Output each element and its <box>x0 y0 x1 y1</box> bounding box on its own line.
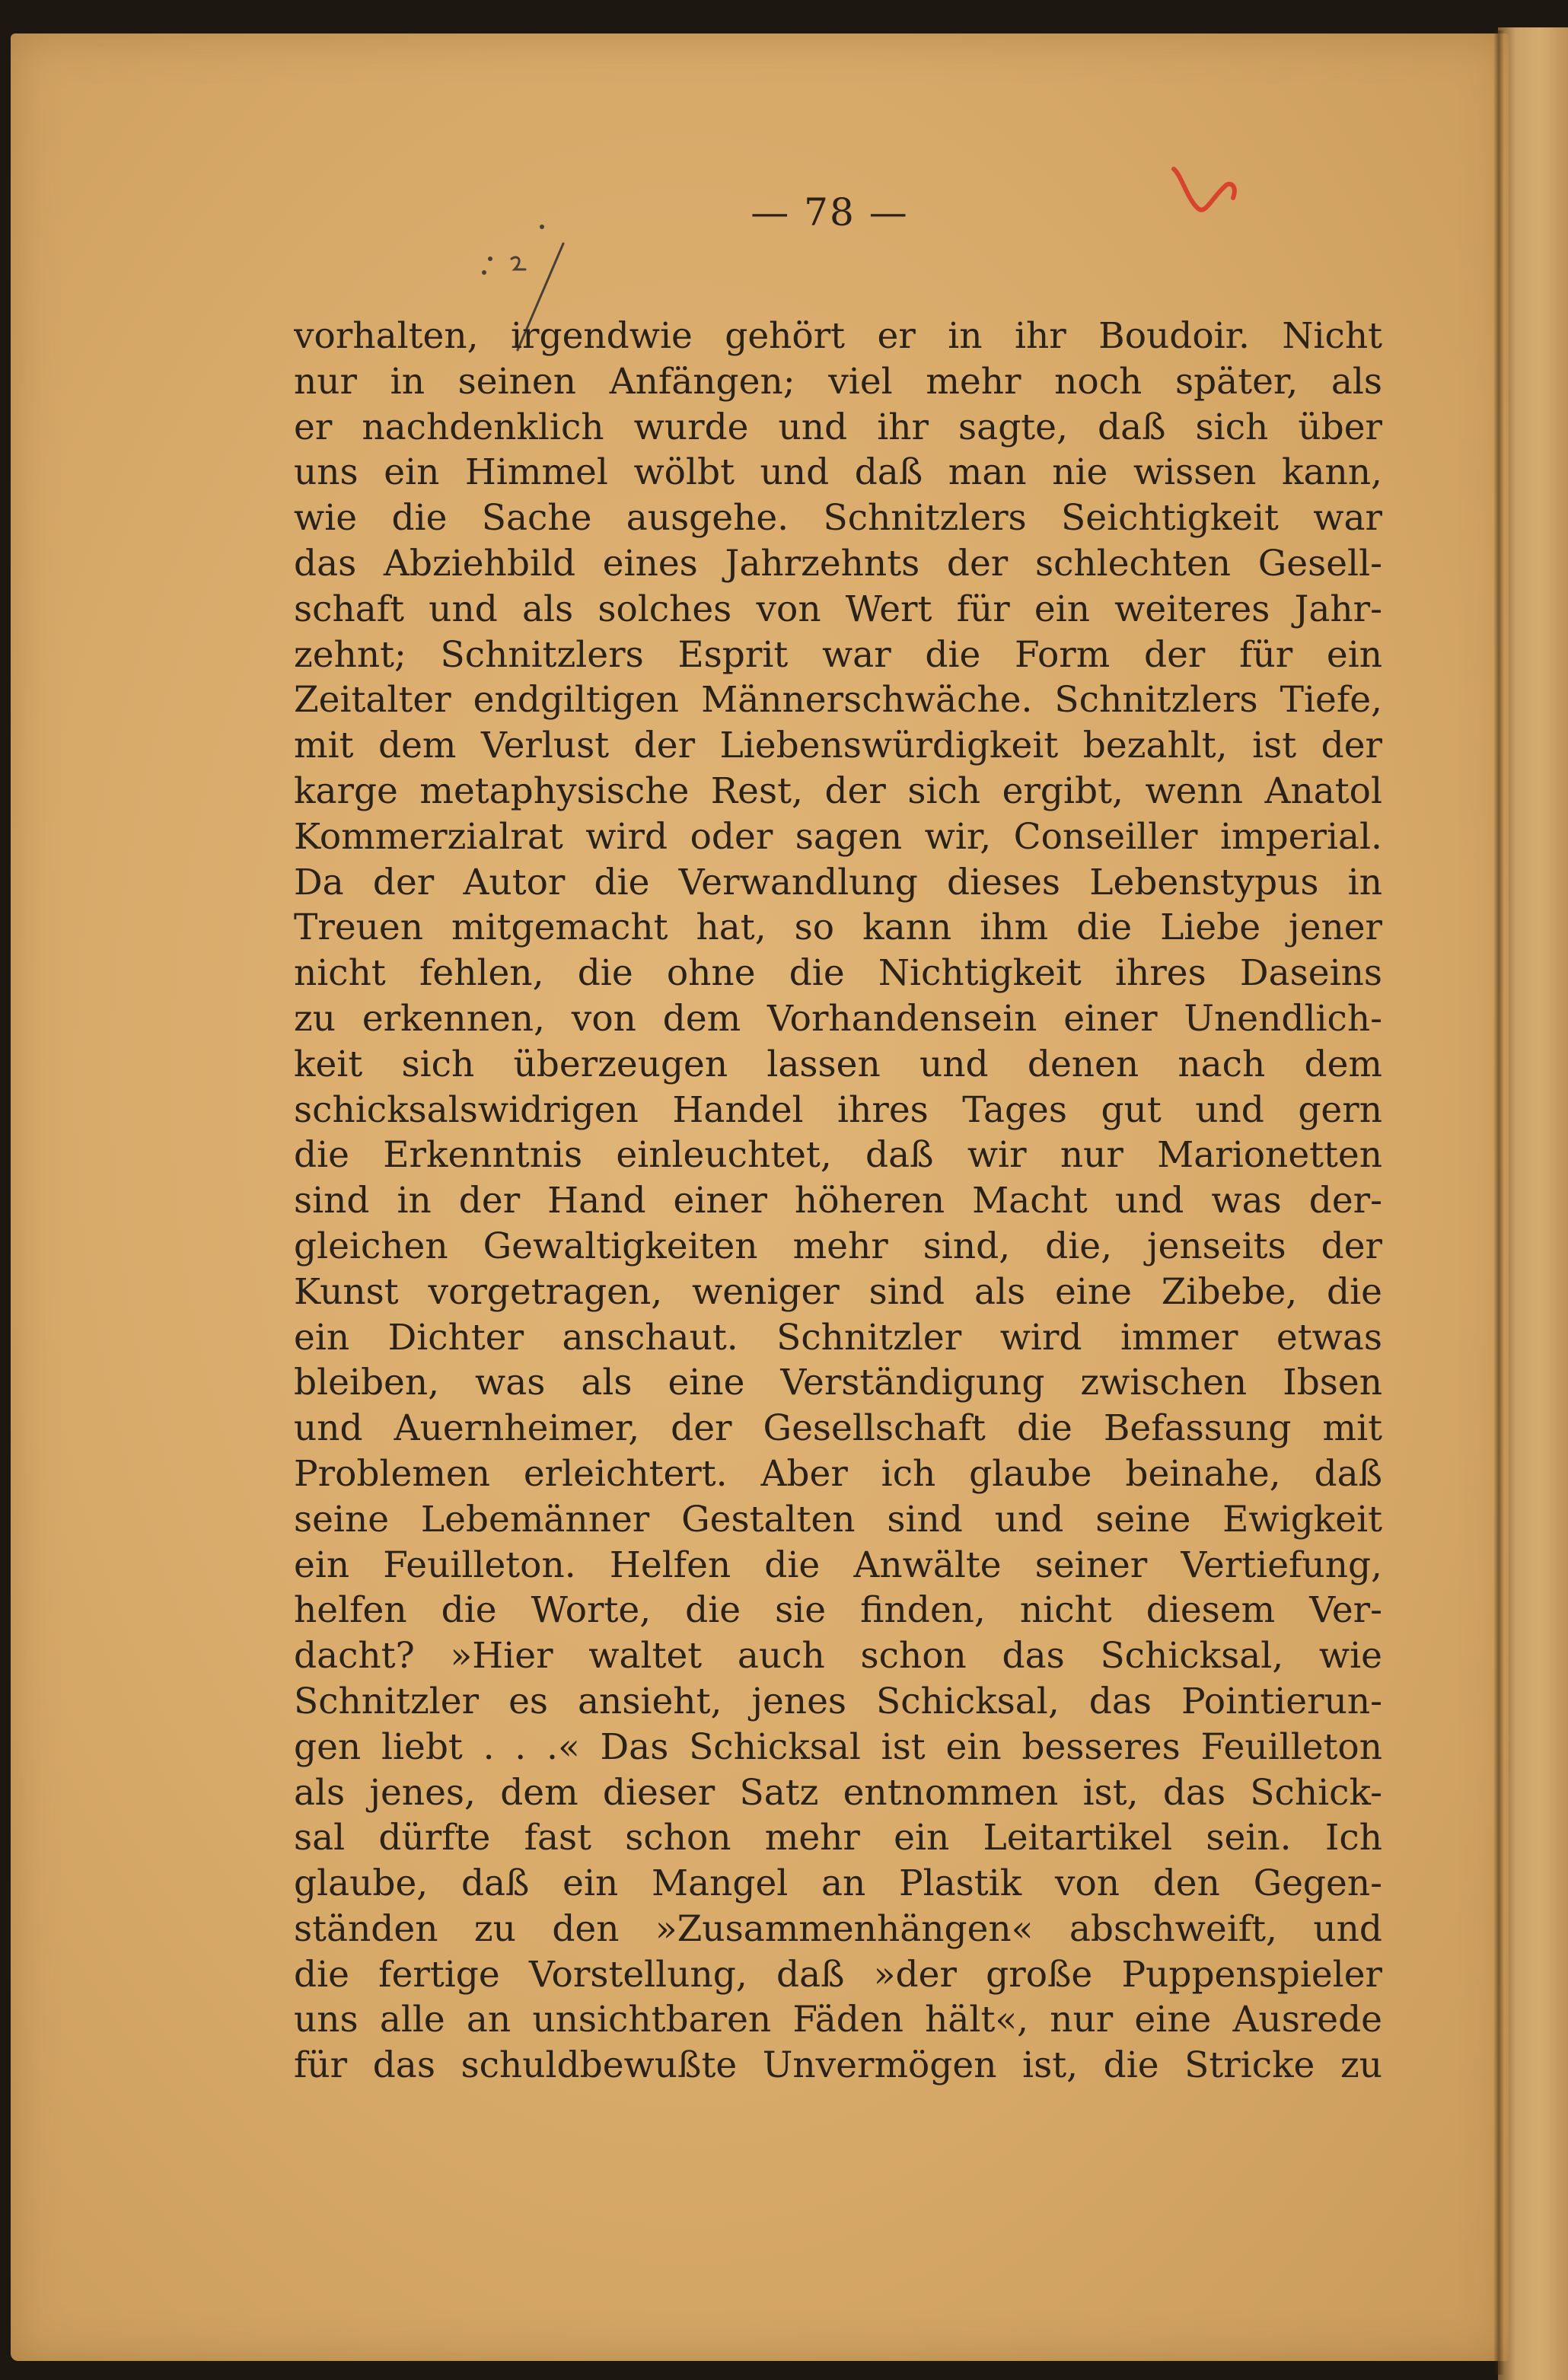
text-line: die Erkenntnis einleuchtet, daß wir nur Marionetten <box>294 1134 1382 1177</box>
text-line: gen liebt . . .« Das Schicksal ist ein besseres Feuilleton <box>294 1725 1382 1768</box>
red-pencil-mark <box>1165 152 1256 228</box>
text-line: und Auernheimer, der Gesellschaft die Befassung mit <box>294 1407 1382 1450</box>
text-line: Kommerzialrat wird oder sagen wir, Conseiller imperial. <box>294 815 1382 858</box>
text-line: ein Dichter anschaut. Schnitzler wird immer etwas <box>294 1316 1382 1359</box>
text-line: Problemen erleichtert. Aber ich glaube beinahe, daß <box>294 1452 1382 1495</box>
text-line: zu erkennen, von dem Vorhandensein einer Unendlich- <box>294 997 1382 1040</box>
text-line: die fertige Vorstellung, daß »der große Puppenspieler <box>294 1953 1382 1996</box>
text-line: vorhalten, irgendwie gehört er in ihr Boudoir. Nicht <box>294 315 1382 357</box>
text-line: sal dürfte fast schon mehr ein Leitartikel sein. Ich <box>294 1817 1382 1859</box>
text-line: wie die Sache ausgehe. Schnitzlers Seichtigkeit war <box>294 497 1382 540</box>
page-gutter <box>1493 30 1504 2375</box>
text-line: dacht? »Hier waltet auch schon das Schicksal, wie <box>294 1635 1382 1677</box>
text-line: keit sich überzeugen lassen und denen nach dem <box>294 1043 1382 1085</box>
text-line: das Abziehbild eines Jahrzehnts der schlechten Gesell- <box>294 542 1382 585</box>
text-line: seine Lebemänner Gestalten sind und seine Ewigkeit <box>294 1498 1382 1540</box>
text-line: Zeitalter endgiltigen Männerschwäche. Schnitzlers Tiefe, <box>294 679 1382 722</box>
text-line: bleiben, was als eine Verständigung zwischen Ibsen <box>294 1362 1382 1404</box>
text-line: nur in seinen Anfängen; viel mehr noch später, als <box>294 360 1382 403</box>
text-line: Schnitzler es ansieht, jenes Schicksal, das Pointierun- <box>294 1680 1382 1722</box>
text-line: für das schuldbewußte Unvermögen ist, die Stricke zu <box>294 2044 1382 2087</box>
text-line: als jenes, dem dieser Satz entnommen ist, das Schick- <box>294 1771 1382 1814</box>
text-line: uns ein Himmel wölbt und daß man nie wissen kann, <box>294 451 1382 494</box>
text-line: karge metaphysische Rest, der sich ergibt, wenn Anatol <box>294 769 1382 812</box>
text-line: schaft und als solches von Wert für ein weiteres Jahr- <box>294 588 1382 630</box>
text-line: Kunst vorgetragen, weniger sind als eine Zibebe, die <box>294 1270 1382 1313</box>
text-line: gleichen Gewaltigkeiten mehr sind, die, jenseits der <box>294 1225 1382 1267</box>
text-line: Da der Autor die Verwandlung dieses Lebenstypus in <box>294 861 1382 903</box>
text-line: er nachdenklich wurde und ihr sagte, daß sich über <box>294 406 1382 448</box>
text-line: Treuen mitgemacht hat, so kann ihm die Liebe jener <box>294 906 1382 949</box>
text-line: nicht fehlen, die ohne die Nichtigkeit ihres Daseins <box>294 952 1382 995</box>
text-line: schicksalswidrigen Handel ihres Tages gut und gern <box>294 1088 1382 1131</box>
page-number: — 78 — <box>751 190 909 234</box>
text-line: uns alle an unsichtbaren Fäden hält«, nur eine Ausrede <box>294 1999 1382 2041</box>
text-line: ständen zu den »Zusammenhängen« abschweift, und <box>294 1907 1382 1950</box>
body-text <box>294 314 1382 2088</box>
text-line: sind in der Hand einer höheren Macht und was der- <box>294 1180 1382 1222</box>
text-line: ein Feuilleton. Helfen die Anwälte seiner Vertiefung, <box>294 1544 1382 1586</box>
text-line: zehnt; Schnitzlers Esprit war die Form der für ein <box>294 633 1382 676</box>
text-line: mit dem Verlust der Liebenswürdigkeit bezahlt, ist der <box>294 725 1382 767</box>
text-line: glaube, daß ein Mangel an Plastik von den Gegen- <box>294 1862 1382 1905</box>
text-line: helfen die Worte, die sie finden, nicht diesem Ver- <box>294 1589 1382 1632</box>
